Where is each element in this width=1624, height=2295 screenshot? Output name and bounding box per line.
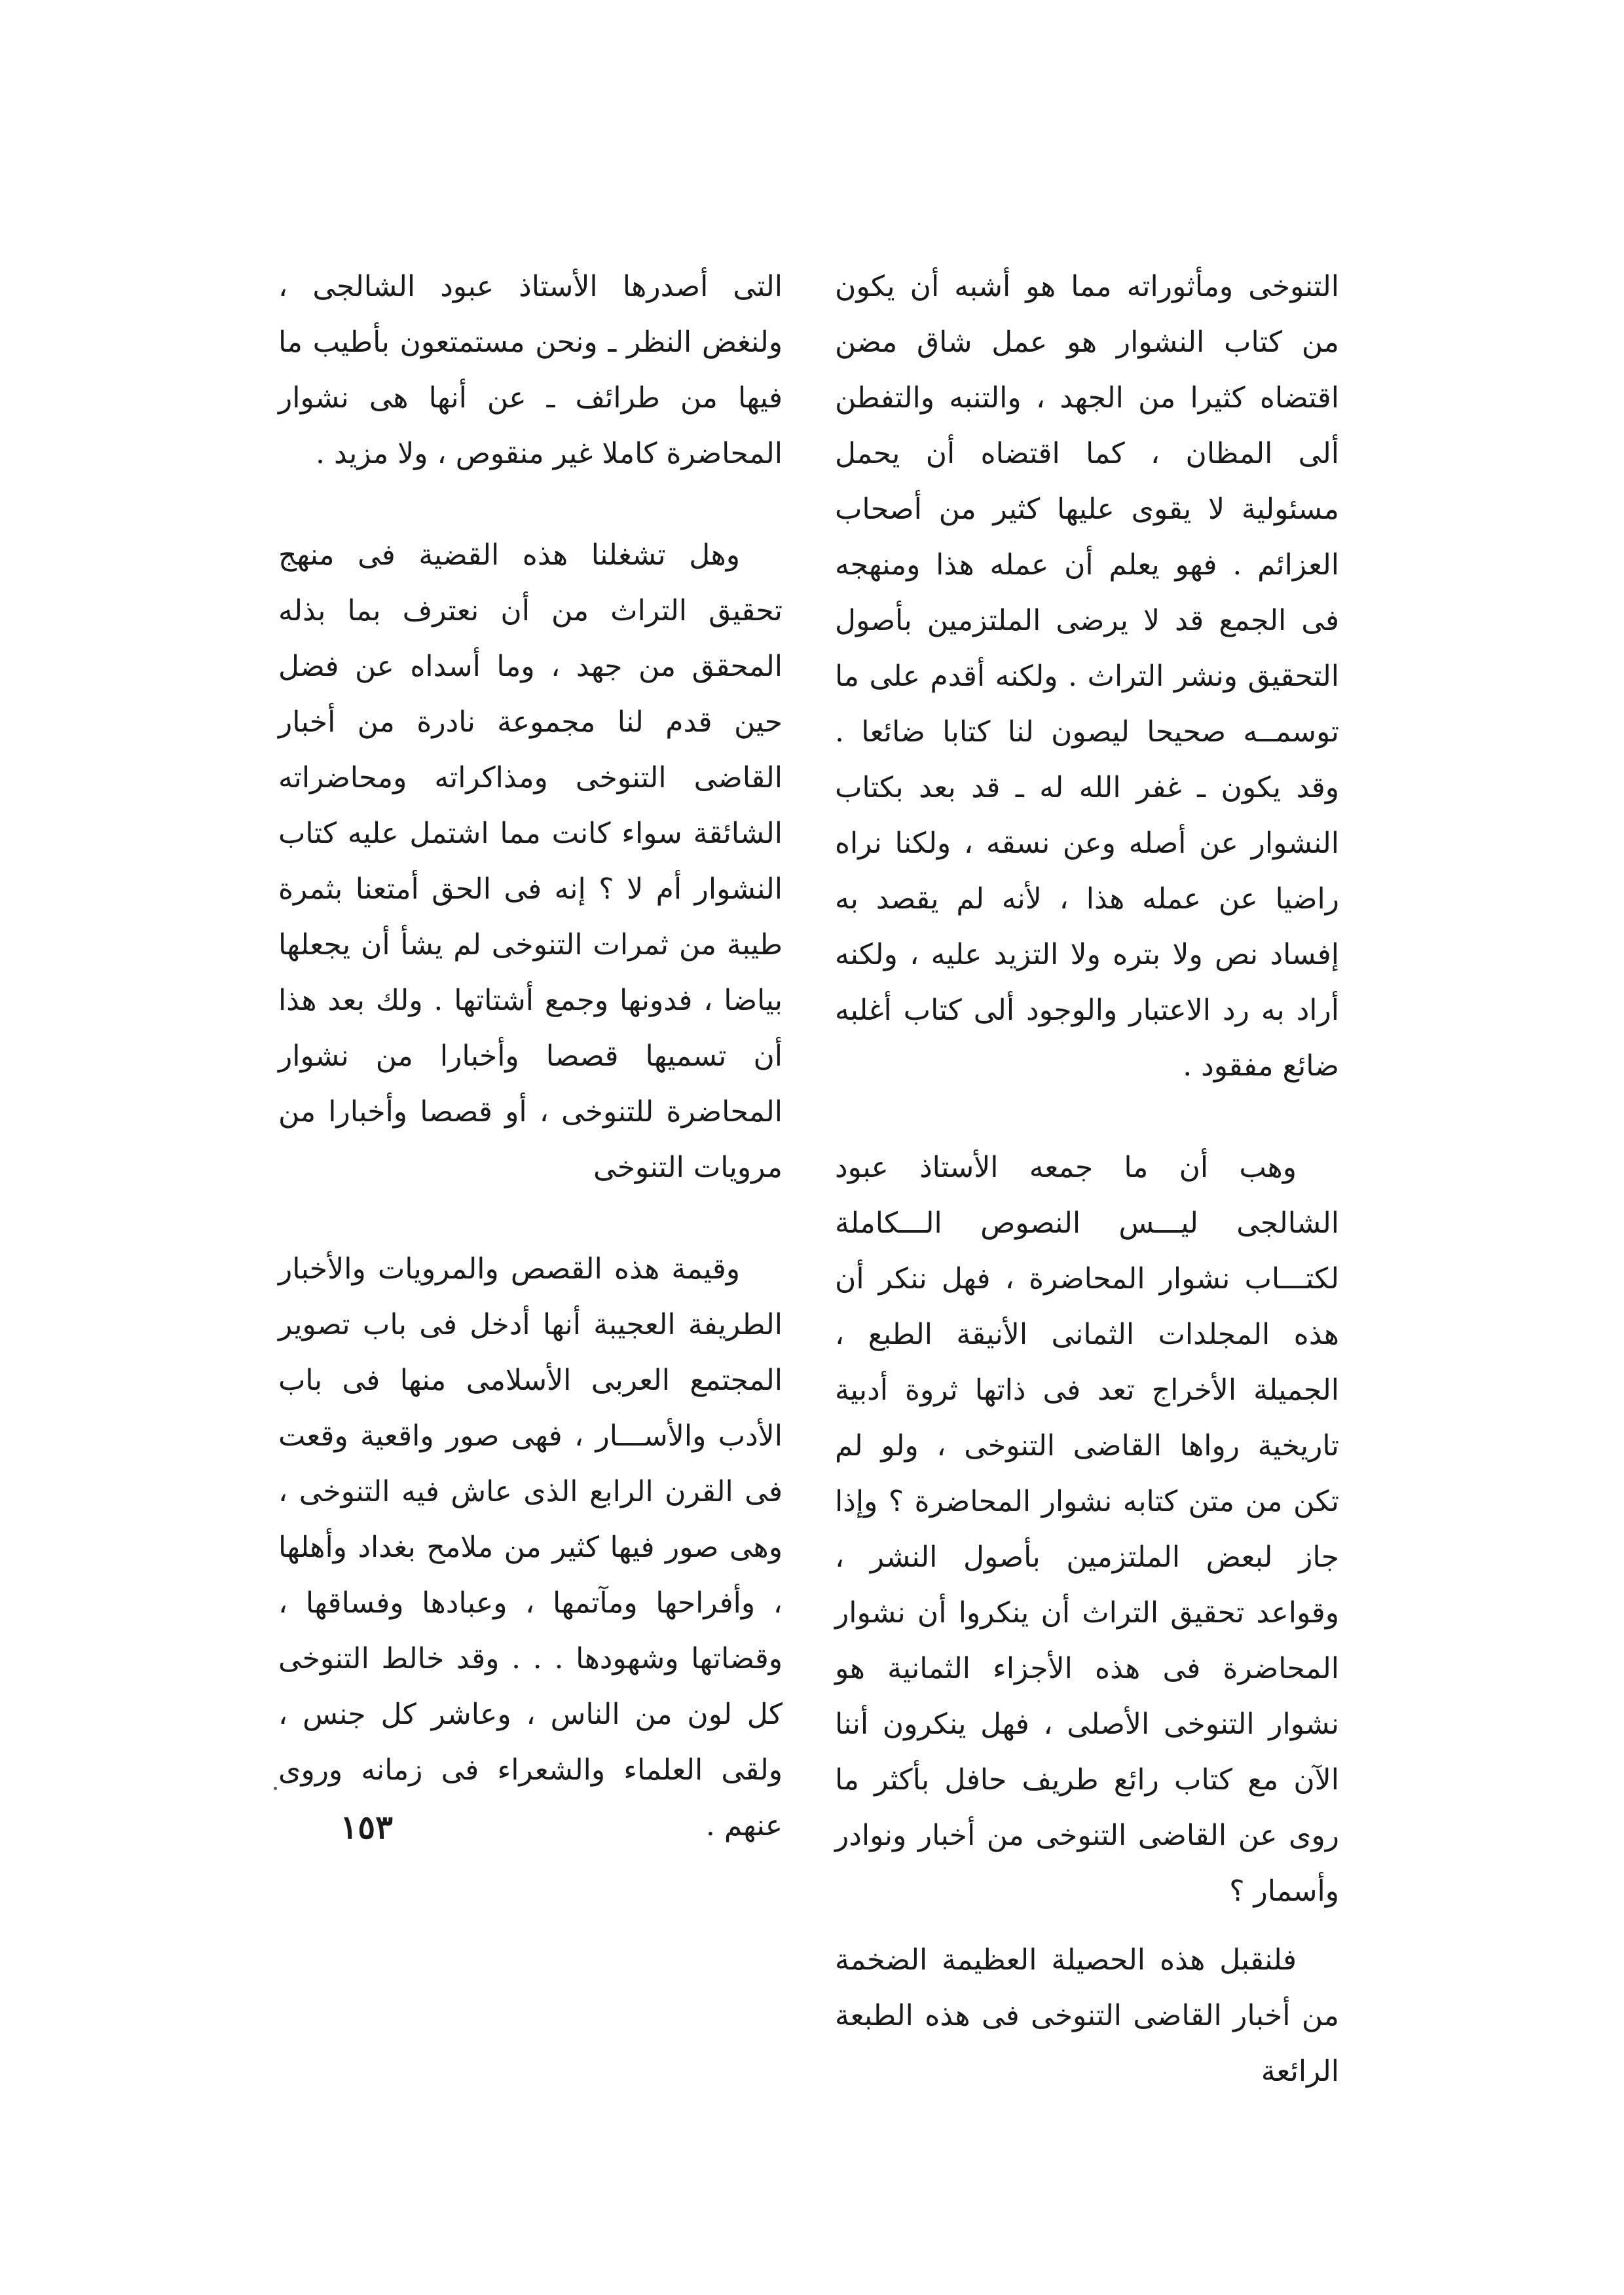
left-text-column (278, 259, 783, 1854)
right-text-column (835, 259, 1339, 2099)
right-paragraph-2: وهب أن ما جمعه الأستاذ عبود الشالجى ليـــس النصوص الـــكاملة لكتـــاب نشوار المحاضرة ، فهل ننكر أن هذه المجلدات الثمانى الأنيقة الطبع ، الجميلة الأخراج تعد فى ذاتها ثروة أدبية تاريخية رواها القاضى التنوخى ، ولو لم تكن من متن كتابه نشوار المحاضرة ؟ وإذا جاز لبعض الملتزمين بأصول النشر ، وقواعد تحقيق التراث أن ينكروا أن نشوار المحاضرة فى هذه الأجزاء الثمانية هو نشوار التنوخى الأصلى ، فهل ينكرون أننا الآن مع كتاب رائع طريف حافل بأكثر ما روى عن القاضى التنوخى من أخبار ونوادر وأسمار ؟ (835, 1151, 1339, 1908)
left-paragraph-2: وهل تشغلنا هذه القضية فى منهج تحقيق التراث من أن نعترف بما بذله المحقق من جهد ، وما أسداه عن فضل حين قدم لنا مجموعة نادرة من أخبار القاضى التنوخى ومذاكراته ومحاضراته الشائقة سواء كانت مما اشتمل عليه كتاب النشوار أم لا ؟ إنه فى الحق أمتعنا بثمرة طيبة من ثمرات التنوخى لم يشأ أن يجعلها بياضا ، فدونها وجمع أشتاتها . ولك بعد هذا أن تسميها قصصا وأخبارا من نشوار المحاضرة للتنوخى ، أو قصصا وأخبارا من مرويات التنوخى (278, 538, 783, 1184)
right-paragraph-3: فلنقبل هذه الحصيلة العظيمة الضخمة من أخبار القاضى التنوخى فى هذه الطبعة الرائعة (835, 1943, 1339, 2088)
margin-mark (274, 1787, 277, 1790)
left-paragraph-3: وقيمة هذه القصص والمرويات والأخبار الطريفة العجيبة أنها أدخل فى باب تصوير المجتمع العربى الأسلامى منها فى باب الأدب والأســـار ، فهى صور واقعية وقعت فى القرن الرابع الذى عاش فيه التنوخى ، وهى صور فيها كثير من ملامح بغداد وأهلها ، وأفراحها ومآتمها ، وعبادها وفساقها ، وقضاتها وشهودها . . . وقد خالط التنوخى كل لون من الناس ، وعاشر كل جنس ، ولقى العلماء والشعراء فى زمانه وروى عنهم . (278, 1252, 783, 1842)
left-paragraph-1: التى أصدرها الأستاذ عبود الشالجى ، ولنغض النظر ـ ونحن مستمتعون بأطيب ما فيها من طرائف ـ عن أنها هى نشوار المحاضرة كاملا غير منقوص ، ولا مزيد . (278, 270, 783, 470)
right-paragraph-1: التنوخى ومأثوراته مما هو أشبه أن يكون من كتاب النشوار هو عمل شاق مضن اقتضاه كثيرا من الجهد ، والتنبه والتفطن ألى المظان ، كما اقتضاه أن يحمل مسئولية لا يقوى عليها كثير من أصحاب العزائم . فهو يعلم أن عمله هذا ومنهجه فى الجمع قد لا يرضى الملتزمين بأصول التحقيق ونشر التراث . ولكنه أقدم على ما توسمــه صحيحا ليصون لنا كتابا ضائعا . وقد يكون ـ غفر الله له ـ قد بعد بكتاب النشوار عن أصله وعن نسقه ، ولكنا نراه راضيا عن عمله هذا ، لأنه لم يقصد به إفساد نص ولا بتره ولا التزيد عليه ، ولكنه أراد به رد الاعتبار والوجود ألى كتاب أغلبه ضائع مفقود . (835, 270, 1339, 1083)
page-number: ١٥٣ (340, 1808, 393, 1846)
